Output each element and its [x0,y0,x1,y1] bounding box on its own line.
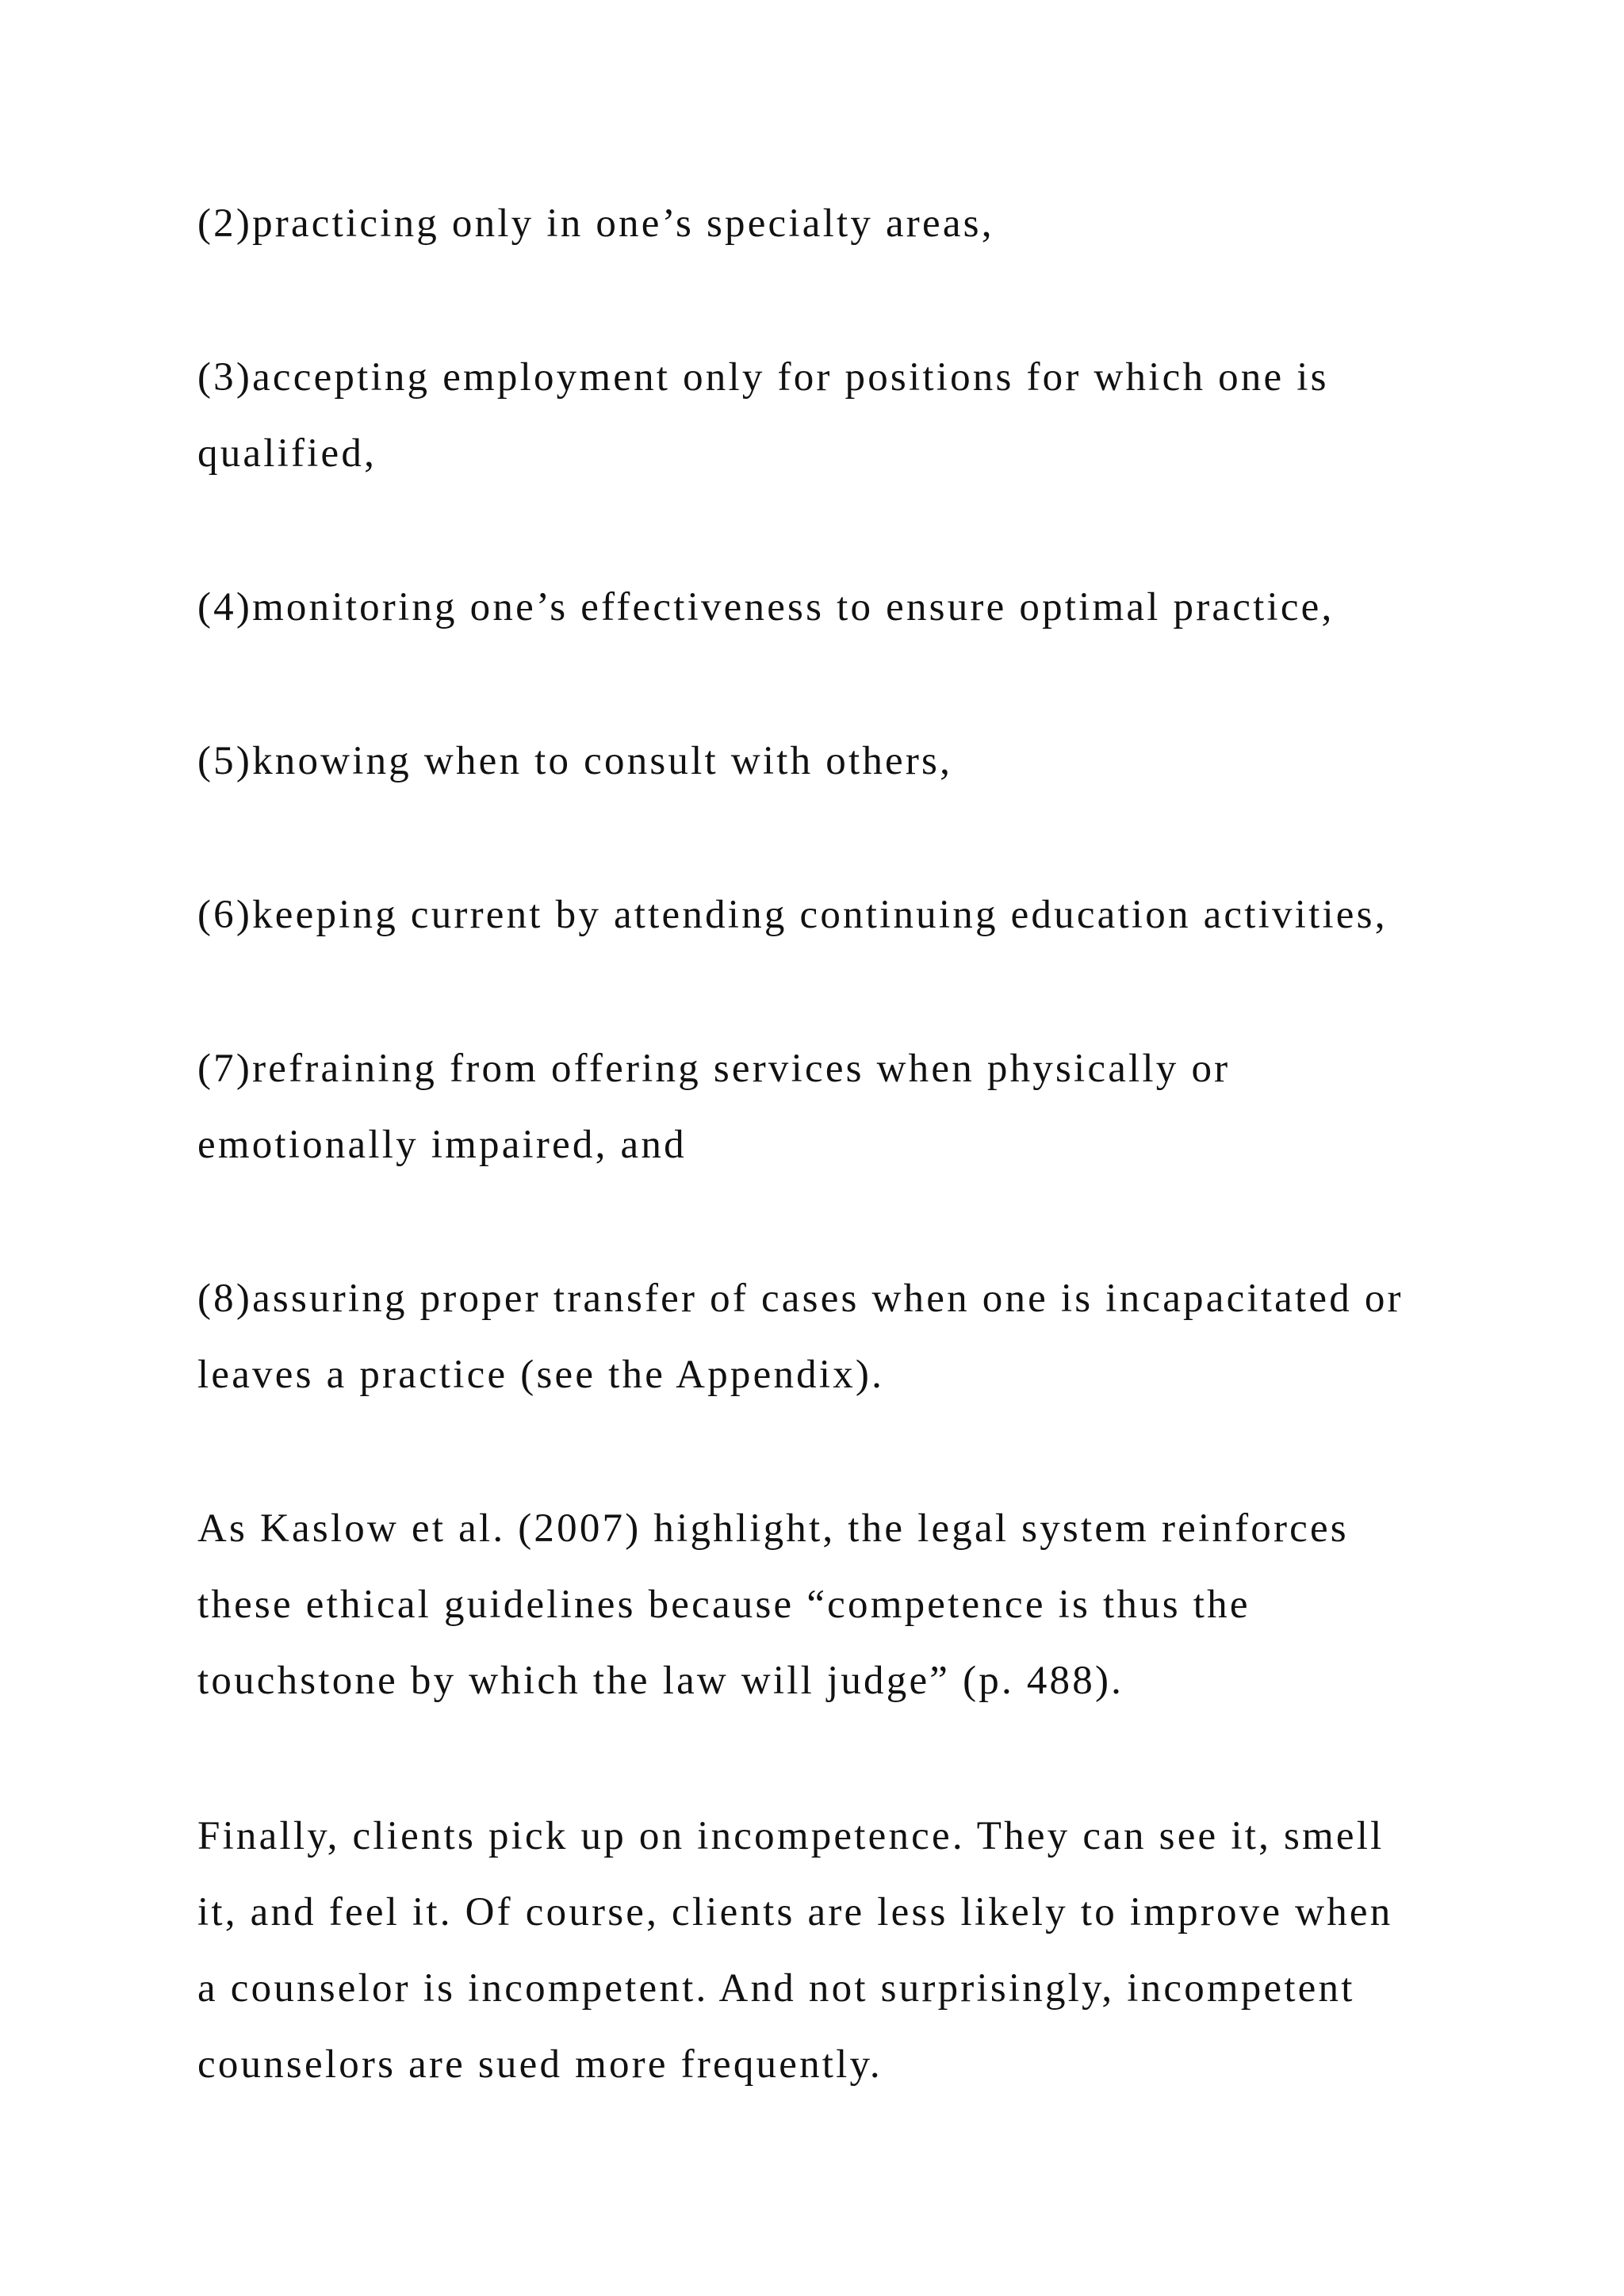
paragraph-finally [197,1798,1466,2103]
paragraph-item-3 [197,339,1466,492]
text-line: leaves a practice (see the Appendix). [197,1353,885,1397]
text-line: touchstone by which the law will judge” (p. 488). [197,1659,1124,1703]
text-line: (8)assuring proper transfer of cases when one is incapacitated or [197,1276,1404,1321]
text-line: (2)practicing only in one’s specialty areas, [197,201,994,246]
paragraph-item-8 [197,1261,1466,1413]
text-line: counselors are sued more frequently. [197,2042,883,2087]
paragraph-item-7 [197,1031,1466,1183]
text-line: a counselor is incompetent. And not surprisingly, incompetent [197,1966,1355,2011]
paragraph-item-4 [197,569,1466,645]
text-line: qualified, [197,431,377,476]
paragraph-item-6 [197,877,1466,953]
paragraph-kaslow [197,1490,1466,1719]
paragraph-item-2 [197,186,1466,262]
text-line: these ethical guidelines because “competence is thus the [197,1582,1251,1627]
text-line: emotionally impaired, and [197,1123,687,1167]
text-line: it, and feel it. Of course, clients are less likely to improve when [197,1890,1393,1934]
text-line: (3)accepting employment only for positions for which one is [197,355,1329,400]
text-line: (4)monitoring one’s effectiveness to ensure optimal practice, [197,585,1335,629]
text-line: (6)keeping current by attending continuing education activities, [197,893,1388,937]
text-line: (5)knowing when to consult with others, [197,739,953,783]
text-line: (7)refraining from offering services when physically or [197,1047,1231,1091]
text-line: Finally, clients pick up on incompetence. They can see it, smell [197,1814,1385,1858]
paragraph-item-5 [197,723,1466,799]
text-line: As Kaslow et al. (2007) highlight, the legal system reinforces [197,1506,1349,1551]
